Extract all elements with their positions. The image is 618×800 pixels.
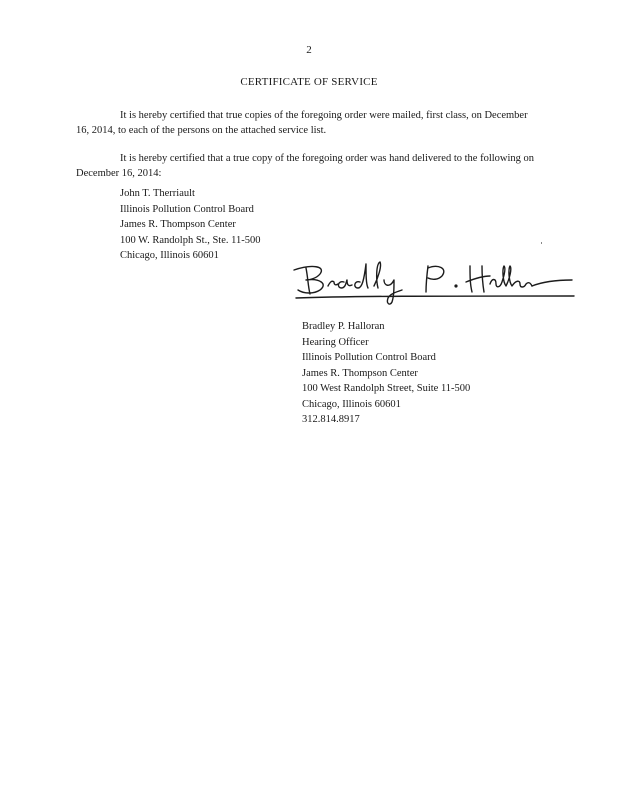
signer-title: Hearing Officer <box>302 336 369 348</box>
signer-block <box>302 319 470 428</box>
signer-street: 100 West Randolph Street, Suite 11-500 <box>302 383 471 394</box>
mailing-certification-paragraph: It is hereby certified that true copies of the foregoing order were mailed, first class, on December 16, 2014, to each of the persons on the attached service list. <box>76 110 528 136</box>
recipient-name: John T. Therriault <box>120 188 195 199</box>
signer-building: James R. Thompson Center <box>302 367 418 379</box>
recipient-city: Chicago, Illinois 60601 <box>120 250 219 261</box>
scan-speck <box>541 242 542 244</box>
handwritten-signature <box>286 256 576 316</box>
recipient-address-block <box>120 186 261 264</box>
hand-delivery-certification-paragraph: It is hereby certified that a true copy of the foregoing order was hand delivered to the following on December 16, 2014: <box>76 153 535 179</box>
signer-organization: Illinois Pollution Control Board <box>302 352 436 363</box>
certificate-title: CERTIFICATE OF SERVICE <box>240 76 378 88</box>
signer-city: Chicago, Illinois 60601 <box>302 398 401 410</box>
signer-phone: 312.814.8917 <box>302 414 360 425</box>
page-number: 2 <box>306 44 312 56</box>
recipient-organization: Illinois Pollution Control Board <box>120 203 254 215</box>
recipient-building: James R. Thompson Center <box>120 219 236 230</box>
recipient-street: 100 W. Randolph St., Ste. 11-500 <box>120 234 261 246</box>
signer-name: Bradley P. Halloran <box>302 321 385 332</box>
